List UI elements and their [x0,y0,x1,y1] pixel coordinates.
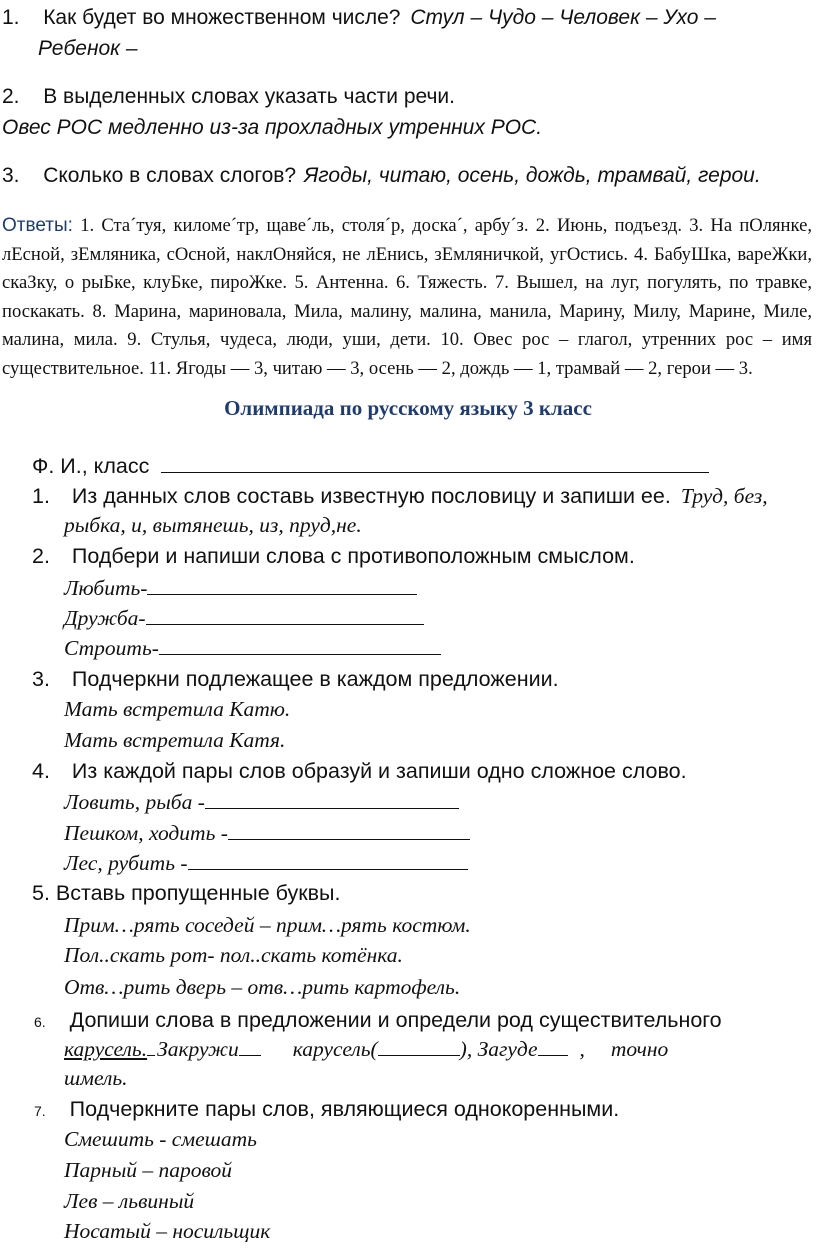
task-6-part-d: , [579,1037,585,1061]
name-class-row [32,454,709,479]
question-3-number: 3. [2,164,20,187]
name-class-label: Ф. И., класс [32,454,150,478]
task-3 [32,667,559,692]
question-3-words: Ягоды, читаю, осень, дождь, трамвай, герои. [303,164,761,187]
question-1-words: Стул – Чудо – Человек – Ухо – [410,6,716,29]
task-3-sentence: Мать встретила Катя. [64,728,286,752]
task-7-pair: Смешить - смешать [64,1127,257,1151]
question-3 [2,164,761,188]
task-6-part-a: Закружи [157,1037,239,1061]
task-6-blank-2[interactable] [378,1037,460,1056]
question-1 [2,6,716,30]
task-2-answer-blank[interactable] [147,576,417,595]
task-3-text: Подчеркни подлежащее в каждом предложении. [71,667,559,691]
task-6-part-c: ), Загуде [459,1037,538,1061]
answers-label: Ответы: [2,215,73,236]
task-4-text: Из каждой пары слов образуй и запиши одно сложное слово. [71,759,687,783]
task-2-text: Подбери и напиши слова с противоположным смыслом. [71,544,635,568]
task-6-blank-1[interactable] [239,1037,261,1056]
task-4-pair: Ловить, рыба - [64,790,205,814]
task-2 [32,544,635,569]
task-1 [32,484,768,509]
task-4-item [64,851,468,876]
task-3-sentence: Мать встретила Катю. [64,697,291,721]
task-1-number: 1. [32,484,50,508]
task-1-words-cont: рыбка, и, вытянешь, из, пруд,не. [64,513,362,537]
question-3-text: Сколько в словах слогов? [43,164,297,187]
question-2 [2,85,455,109]
task-6-sentence-end: шмель. [64,1066,128,1090]
task-5-line: Пол..скать рот- пол..скать котёнка. [64,943,403,967]
task-4-number: 4. [32,759,50,783]
answers-text: 1. Ста´туя, киломе´тр, щаве´ль, столя´р, доска´, арбу´з. 2. Июнь, подъезд. 3. На пОлянке, лЕсной, зЕмляника, сОсной, наклОняйся, не лЕнись, зЕмляничкой, угОстись. 4. БабуШка, вареЖки, скаЗку, о рыБке, клуБке, пироЖке. 5. Антенна. 6. Тяжесть. 7. Вышел, на луг, погулять, по травке, поскакать. 8. Марина, мариновала, Мила, малину, малина, манила, Марину, Милу, Марине, Миле, малина, мила. 9. Стулья, чудеса, люди, уши, дети. 10. Овес рос – глагол, утренних рос – имя существительное. 11. Ягоды — 3, читаю — 3, осень — 2, дождь — 1, трамвай — 2, герои — 3. [2,215,812,379]
task-1-words: Труд, без, [680,484,768,508]
task-6-underlined-word: карусель. [64,1037,148,1061]
task-2-item [64,606,424,631]
question-2-sentence: Овес РОС медленно из-за прохладных утренних РОС. [2,116,543,139]
answers-block [2,212,812,384]
task-2-word: Дружба- [64,606,146,630]
task-4-item [64,821,470,846]
task-6-part-b: карусель( [292,1037,378,1061]
task-5-text: 5. Вставь пропущенные буквы. [32,881,341,905]
task-6-underline-gap [147,1037,155,1056]
task-7-pair: Носатый – носильщик [64,1219,271,1243]
task-2-answer-blank[interactable] [159,636,441,655]
question-2-number: 2. [2,85,20,108]
name-class-blank[interactable] [161,454,709,473]
task-2-word: Строить- [64,636,159,660]
task-4-answer-blank[interactable] [205,790,459,809]
task-7-pair: Парный – паровой [64,1158,233,1182]
task-5-line: Прим…рять соседей – прим…рять костюм. [64,913,471,937]
task-6-part-e: точно [610,1037,669,1061]
task-2-answer-blank[interactable] [146,606,424,625]
task-6-sentence [64,1037,668,1062]
task-3-number: 3. [32,667,50,691]
task-4-answer-blank[interactable] [188,851,468,870]
task-7-text: Подчеркните пары слов, являющиеся однокоренными. [69,1097,620,1121]
olympiad-title: Олимпиада по русскому языку 3 класс [224,396,592,420]
task-7-number: 7. [34,1103,46,1119]
question-1-number: 1. [2,6,20,29]
task-4-item [64,790,459,815]
task-5-line: Отв…рить дверь – отв…рить картофель. [64,975,461,999]
question-1-words-cont: Ребенок – [38,37,138,60]
task-4-pair: Пешком, ходить - [64,821,228,845]
task-6 [34,1008,722,1033]
task-2-word: Любить- [64,576,148,600]
task-4 [32,759,687,784]
question-2-text: В выделенных словах указать части речи. [43,85,455,108]
task-2-item [64,576,417,601]
task-2-item [64,636,441,661]
question-1-text: Как будет во множественном числе? [43,6,401,29]
task-1-text: Из данных слов составь известную пословицу и запиши ее. [71,484,671,508]
task-6-number: 6. [34,1014,46,1030]
task-4-answer-blank[interactable] [228,821,470,840]
task-7-pair: Лев – львиный [64,1189,195,1213]
task-7 [34,1097,619,1122]
task-6-text: Допиши слова в предложении и определи род существительного [69,1008,722,1032]
task-2-number: 2. [32,544,50,568]
task-6-blank-3[interactable] [538,1037,568,1056]
task-4-pair: Лес, рубить - [64,851,188,875]
